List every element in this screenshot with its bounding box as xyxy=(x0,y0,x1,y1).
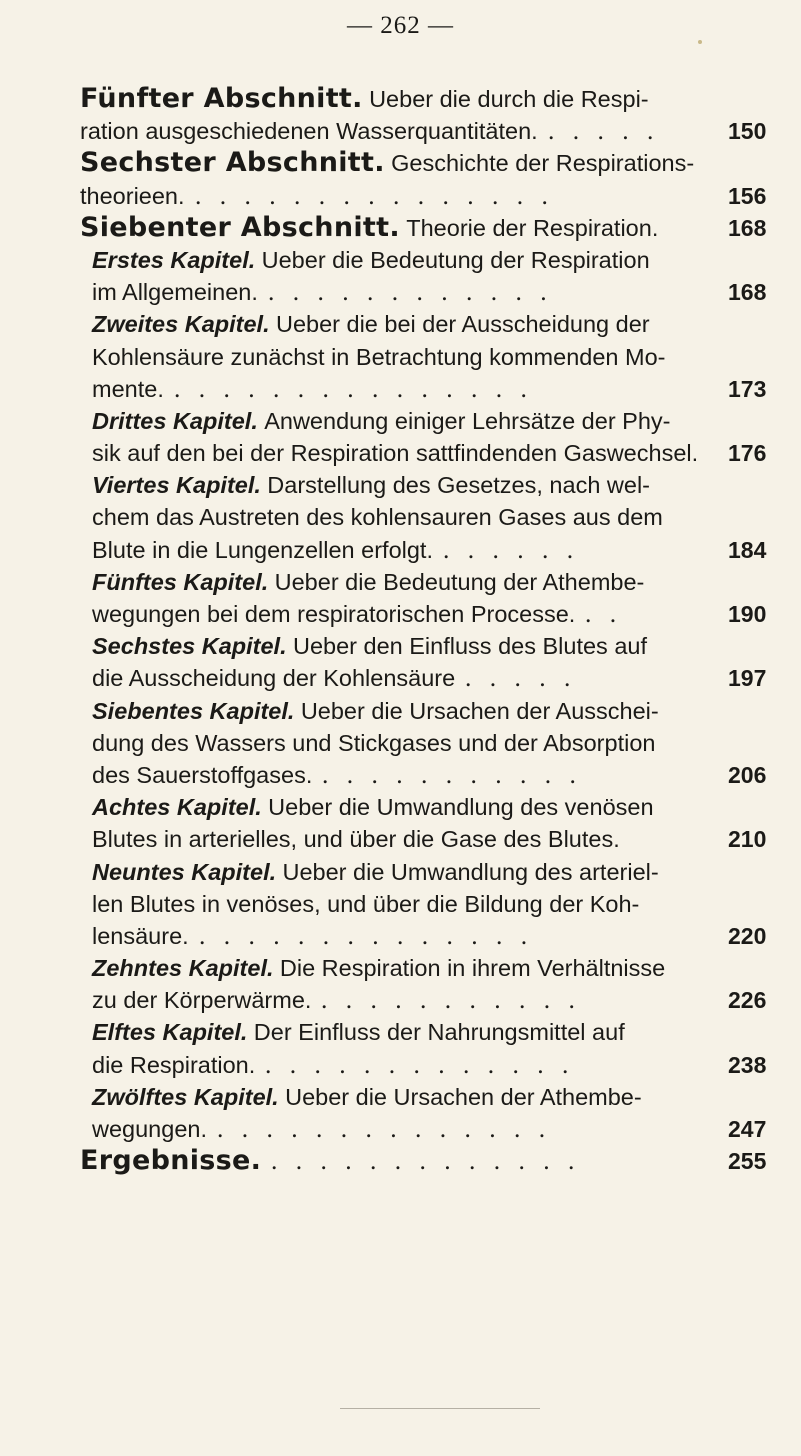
toc-line-text xyxy=(92,374,164,403)
toc-line xyxy=(80,759,770,791)
entry-title: mente. xyxy=(92,375,164,402)
entry-title: Ueber die Bedeutung der Respiration xyxy=(261,246,650,273)
leader-dots: . . . . . . . . . . . xyxy=(322,759,582,789)
toc-line-text xyxy=(92,792,654,821)
page-ref: 255 xyxy=(728,1148,767,1175)
leader-dots: . . xyxy=(585,599,623,628)
bottom-rule xyxy=(340,1408,540,1409)
page-ref: 247 xyxy=(728,1116,767,1142)
toc-line xyxy=(80,83,770,115)
entry-title: ration ausgeschiedenen Wasserquantitäten. xyxy=(80,118,538,145)
leader-dots: . . . . . . . . . . . . . . . xyxy=(195,180,554,210)
toc-line-text xyxy=(92,824,620,853)
leader-dots: . . . . . . . . . . . . . xyxy=(265,1049,575,1079)
chapter-label: Elftes Kapitel. xyxy=(92,1019,248,1046)
leader-dots: . . . . . . . . . . . xyxy=(321,985,581,1015)
toc-line xyxy=(80,501,770,533)
entry-title: Ueber die Ursachen der Ausschei- xyxy=(300,697,659,724)
page-ref: 173 xyxy=(728,375,767,402)
toc-line-text xyxy=(80,1146,261,1175)
toc-line xyxy=(80,308,770,340)
toc-line-text xyxy=(92,438,698,467)
toc-line-text xyxy=(92,1082,642,1111)
entry-title: Ueber den Einfluss des Blutes auf xyxy=(292,633,647,660)
page-ref: 168 xyxy=(728,279,767,306)
toc-line-text xyxy=(80,181,185,210)
entry-title: sik auf den bei der Respiration sattfindenden Gaswechsel. xyxy=(92,440,699,467)
entry-title: Geschichte der Respirations- xyxy=(391,150,695,177)
entry-title: Ueber die Umwandlung des arteriel- xyxy=(282,858,659,885)
toc-line-text xyxy=(92,535,433,564)
toc-line-text xyxy=(92,921,189,950)
entry-title: Theorie der Respiration. xyxy=(406,214,659,241)
section-heading: Fünfter Abschnitt. xyxy=(80,83,363,114)
toc-line-text xyxy=(92,889,639,918)
toc-line xyxy=(80,534,770,566)
toc-line-text xyxy=(92,502,663,531)
toc-line xyxy=(80,1081,770,1113)
chapter-label: Drittes Kapitel. xyxy=(92,407,258,434)
entry-title: Der Einfluss der Nahrungsmittel auf xyxy=(253,1019,625,1046)
toc-line xyxy=(80,212,770,244)
toc-line xyxy=(80,1016,770,1048)
entry-title: Die Respiration in ihrem Verhältnisse xyxy=(279,955,666,982)
entry-title: die Respiration. xyxy=(92,1051,256,1078)
section-heading: Sechster Abschnitt. xyxy=(80,147,385,179)
toc-line-text xyxy=(92,760,312,789)
entry-title: chem das Austreten des kohlensauren Gases aus dem xyxy=(92,504,663,531)
toc-line xyxy=(80,405,770,437)
toc-line-text xyxy=(92,245,650,274)
page-ref: 156 xyxy=(728,182,767,209)
toc-line xyxy=(80,341,770,373)
toc-line xyxy=(80,952,770,984)
toc-line xyxy=(80,180,770,212)
toc-line xyxy=(80,469,770,501)
page-ref: 150 xyxy=(728,118,767,145)
toc-line-text xyxy=(92,599,575,628)
page-ref: 176 xyxy=(728,440,767,467)
toc-line xyxy=(80,1145,770,1177)
chapter-label: Fünftes Kapitel. xyxy=(92,568,269,595)
toc-line xyxy=(80,856,770,888)
entry-title: Ueber die Bedeutung der Athembe- xyxy=(274,568,645,595)
chapter-label: Neuntes Kapitel. xyxy=(92,858,277,885)
toc-line xyxy=(80,147,770,179)
toc-line xyxy=(80,244,770,276)
page-ref: 168 xyxy=(728,214,767,241)
toc-line-text xyxy=(80,148,694,177)
page-ref: 226 xyxy=(728,987,767,1014)
toc-line xyxy=(80,695,770,727)
page-ref: 238 xyxy=(728,1051,767,1078)
toc-line-text xyxy=(92,696,659,725)
entry-title: Ueber die durch die Respi- xyxy=(369,86,649,112)
chapter-label: Achtes Kapitel. xyxy=(92,794,262,821)
leader-dots: . . . . . . . . . . . . xyxy=(268,277,553,307)
chapter-label: Zehntes Kapitel. xyxy=(92,955,274,982)
entry-title: Kohlensäure zunächst in Betrachtung kommenden Mo- xyxy=(92,343,666,370)
toc-line xyxy=(80,791,770,823)
entry-title: dung des Wassers und Stickgases und der Absorption xyxy=(92,729,656,756)
entry-title: des Sauerstoffgases. xyxy=(92,761,313,788)
toc-line-text xyxy=(92,567,644,596)
toc-line xyxy=(80,1113,770,1145)
toc-line-text xyxy=(92,1114,207,1143)
toc-line-text xyxy=(92,309,650,338)
leader-dots: . . . . . xyxy=(548,116,660,146)
chapter-label: Zwölftes Kapitel. xyxy=(92,1083,279,1110)
toc-line xyxy=(80,727,770,759)
toc-line-text xyxy=(92,1050,255,1079)
toc-line-text xyxy=(92,1017,625,1046)
toc-line-text xyxy=(92,728,655,757)
toc-line xyxy=(80,920,770,952)
toc-line-text xyxy=(92,406,671,435)
leader-dots: . . . . . . . . . . . . . xyxy=(271,1146,581,1176)
toc-line xyxy=(80,566,770,598)
toc-line-text xyxy=(92,857,659,886)
toc-line-text xyxy=(92,631,647,660)
toc-line xyxy=(80,888,770,920)
stray-mark xyxy=(698,40,702,44)
leader-dots: . . . . . . . . . . . . . . xyxy=(217,1114,552,1143)
entry-title: len Blutes in venöses, und über die Bildung der Koh- xyxy=(92,890,640,917)
table-of-contents xyxy=(80,83,770,1177)
toc-line xyxy=(80,115,770,147)
toc-line-text xyxy=(80,84,649,113)
entry-title: im Allgemeinen. xyxy=(92,279,258,306)
toc-line xyxy=(80,630,770,662)
leader-dots: . . . . . . xyxy=(443,534,580,564)
toc-line-text xyxy=(92,342,665,371)
chapter-label: Siebentes Kapitel. xyxy=(92,697,295,724)
entry-title: zu der Körperwärme. xyxy=(92,987,312,1014)
entry-title: Ueber die Ursachen der Athembe- xyxy=(285,1083,642,1110)
page-ref: 190 xyxy=(728,601,767,627)
entry-title: Blute in die Lungenzellen erfolgt. xyxy=(92,536,433,563)
toc-line-text xyxy=(80,213,658,242)
toc-line-text xyxy=(80,116,538,145)
page-ref: 220 xyxy=(728,922,767,949)
toc-line xyxy=(80,1049,770,1081)
section-heading: Siebenter Abschnitt. xyxy=(80,211,400,243)
toc-line-text xyxy=(92,470,650,499)
chapter-label: Sechstes Kapitel. xyxy=(92,633,287,660)
entry-title: lensäure. xyxy=(92,922,189,949)
leader-dots: . . . . . . . . . . . . . . . xyxy=(174,373,533,403)
toc-line xyxy=(80,984,770,1016)
leader-dots: . . . . . . . . . . . . . . xyxy=(199,920,534,950)
page-ref: 184 xyxy=(728,536,767,563)
page-ref: 210 xyxy=(728,826,767,853)
chapter-label: Erstes Kapitel. xyxy=(92,246,256,273)
chapter-label: Viertes Kapitel. xyxy=(92,472,261,499)
entry-title: Darstellung des Gesetzes, nach wel- xyxy=(267,472,651,499)
entry-title: theorieen. xyxy=(80,182,185,209)
entry-title: Anwendung einiger Lehrsätze der Phy- xyxy=(264,407,671,434)
toc-line xyxy=(80,598,770,630)
toc-line xyxy=(80,437,770,469)
leader-dots: . . . . . xyxy=(465,663,577,693)
entry-title: Ueber die Umwandlung des venösen xyxy=(268,794,654,821)
toc-line xyxy=(80,276,770,308)
page-ref: 206 xyxy=(728,761,767,788)
toc-line-text xyxy=(92,985,311,1014)
toc-line-text xyxy=(92,277,258,306)
toc-line xyxy=(80,662,770,694)
chapter-label: Zweites Kapitel. xyxy=(92,311,270,338)
section-heading: Ergebnisse. xyxy=(80,1145,262,1177)
entry-title: Ueber die bei der Ausscheidung der xyxy=(275,311,650,338)
entry-title: wegungen. xyxy=(92,1116,207,1142)
entry-title: wegungen bei dem respiratorischen Processe. xyxy=(92,601,576,627)
toc-line xyxy=(80,823,770,855)
toc-line-text xyxy=(92,663,455,692)
page-ref: 197 xyxy=(728,665,767,692)
entry-title: Blutes in arterielles, und über die Gase des Blutes. xyxy=(92,826,620,853)
toc-line-text xyxy=(92,953,665,982)
toc-line xyxy=(80,373,770,405)
entry-title: die Ausscheidung der Kohlensäure xyxy=(92,665,456,692)
page-number: — 262 — xyxy=(347,12,454,39)
